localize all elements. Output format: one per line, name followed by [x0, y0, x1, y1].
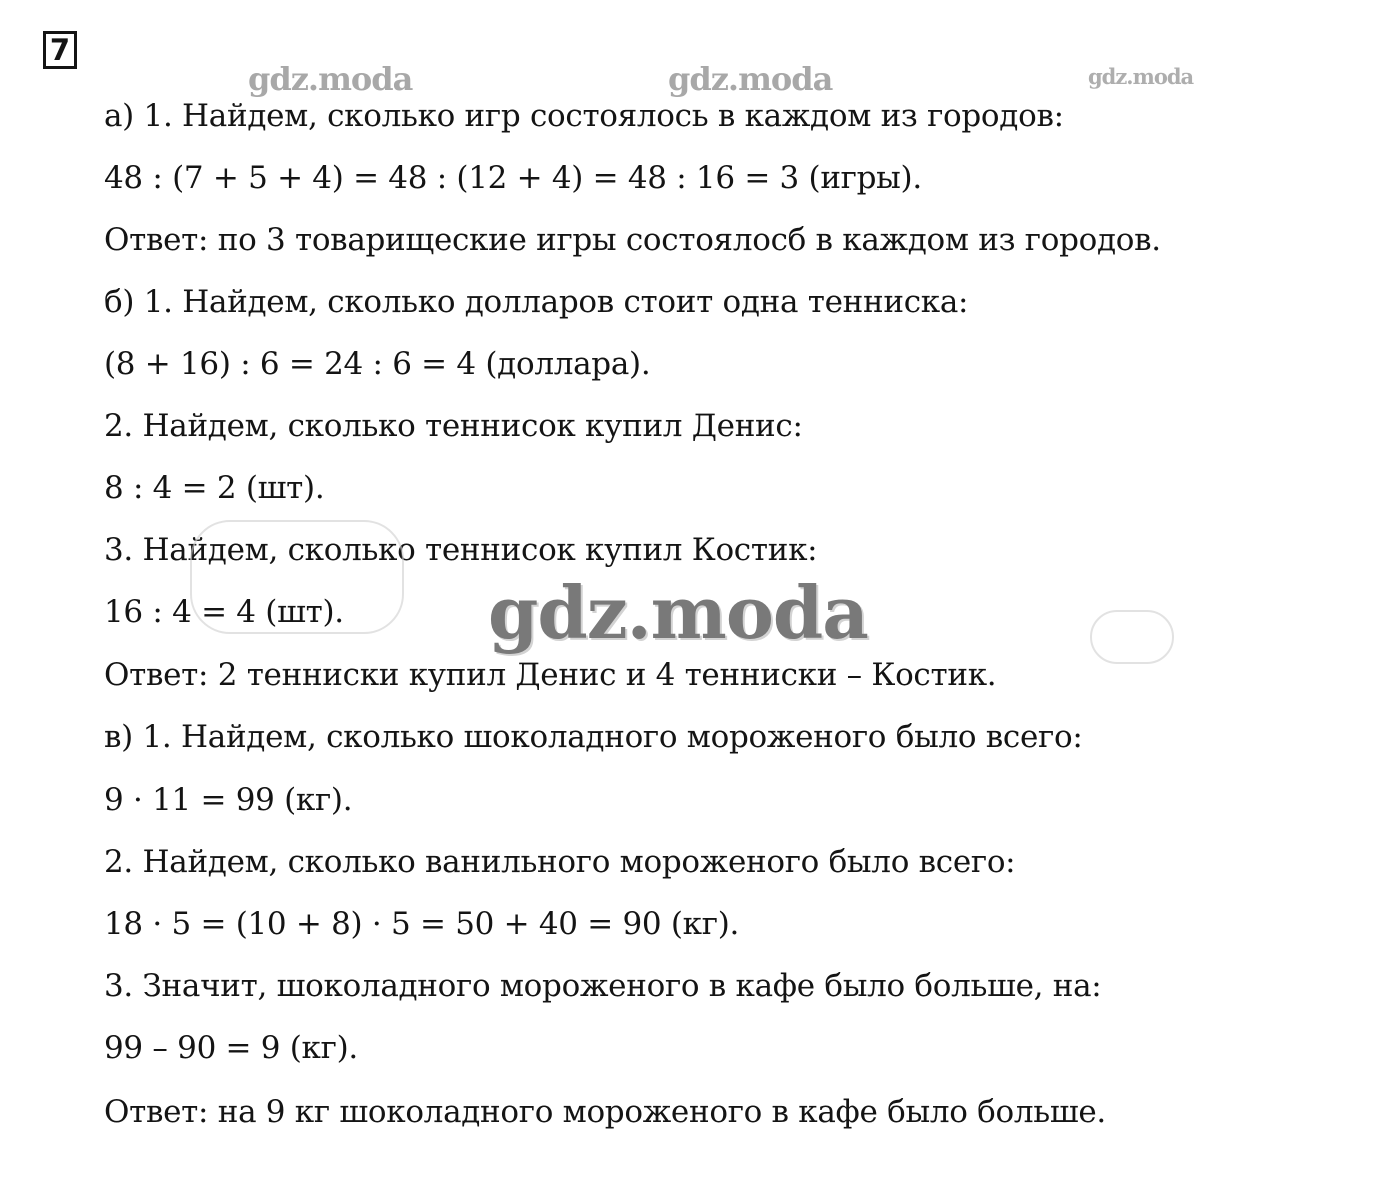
text-line: 8 : 4 = 2 (шт).: [104, 470, 325, 506]
text-line: 18 · 5 = (10 + 8) · 5 = 50 + 40 = 90 (кг).: [104, 906, 740, 942]
watermark-logo: gdz.moda: [248, 60, 413, 98]
text-line: Ответ: на 9 кг шоколадного мороженого в кафе было больше.: [104, 1094, 1106, 1130]
text-line: 3. Значит, шоколадного мороженого в кафе было больше, на:: [104, 968, 1102, 1004]
text-line: 3. Найдем, сколько теннисок купил Костик:: [104, 532, 818, 568]
text-line: 16 : 4 = 4 (шт).: [104, 594, 344, 630]
text-line: (8 + 16) : 6 = 24 : 6 = 4 (доллара).: [104, 346, 651, 382]
text-line: Ответ: 2 тенниски купил Денис и 4 тенниски – Костик.: [104, 657, 997, 693]
watermark-ghost-shape: [190, 520, 404, 634]
task-number-badge: 7: [43, 31, 77, 69]
text-line: 48 : (7 + 5 + 4) = 48 : (12 + 4) = 48 : 16 = 3 (игры).: [104, 160, 922, 196]
watermark-ghost-shape: [1090, 610, 1174, 664]
text-line: б) 1. Найдем, сколько долларов стоит одна тенниска:: [104, 284, 969, 320]
watermark-logo: gdz.moda: [1088, 64, 1194, 89]
text-line: 9 · 11 = 99 (кг).: [104, 782, 353, 818]
text-line: 2. Найдем, сколько теннисок купил Денис:: [104, 408, 803, 444]
text-line: в) 1. Найдем, сколько шоколадного мороженого было всего:: [104, 719, 1083, 755]
watermark-logo: gdz.moda: [668, 60, 833, 98]
text-line: Ответ: по 3 товарищеские игры состоялосб в каждом из городов.: [104, 222, 1161, 258]
text-line: 99 – 90 = 9 (кг).: [104, 1030, 358, 1066]
text-line: 2. Найдем, сколько ванильного мороженого было всего:: [104, 844, 1016, 880]
watermark-logo-large: gdz.moda: [488, 570, 868, 655]
text-line: а) 1. Найдем, сколько игр состоялось в каждом из городов:: [104, 98, 1064, 134]
